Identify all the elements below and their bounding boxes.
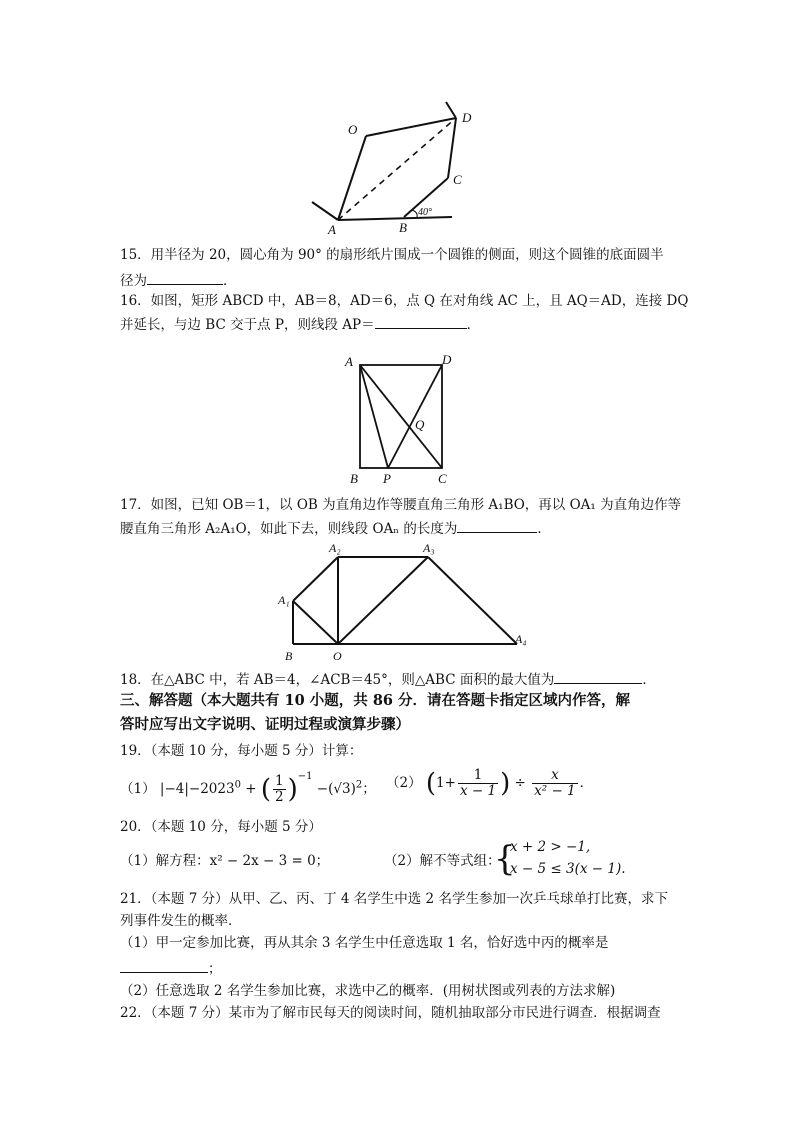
q19-p2-end: ． bbox=[579, 775, 594, 791]
label-p: P bbox=[383, 471, 391, 486]
q18-answer-blank[interactable] bbox=[554, 669, 642, 684]
label-d: D bbox=[442, 352, 452, 367]
q18-prefix: 18．在△ABC 中，若 AB＝4，∠ACB＝45°，则△ABC 面积的最大值为 bbox=[120, 672, 555, 688]
q21-suffix: ； bbox=[208, 961, 222, 977]
q19-p1-num: 1 bbox=[275, 773, 284, 789]
q20-header: 20．（本题 10 分，每小题 5 分） bbox=[120, 819, 322, 835]
q19-p2-fraction1 bbox=[458, 768, 498, 799]
label-q: Q bbox=[415, 417, 425, 432]
q18-suffix: ． bbox=[642, 672, 656, 688]
diagonal-ac bbox=[360, 365, 442, 468]
q19-p1-expr: |−4|−2023 bbox=[159, 781, 235, 797]
q17-prefix: 腰直角三角形 A₂A₁O，如此下去，则线段 OAₙ 的长度为 bbox=[120, 521, 458, 537]
q19-p2-den2: x² − 1 bbox=[534, 783, 576, 799]
q19-p1-label: （1） bbox=[120, 781, 156, 797]
q21-line2: 列事件发生的概率． bbox=[120, 913, 242, 929]
extension-line-d bbox=[446, 102, 456, 118]
side-od bbox=[366, 118, 456, 136]
q19-p2-num2: x bbox=[532, 768, 578, 784]
q16-answer-blank[interactable] bbox=[375, 314, 467, 329]
label-o: O bbox=[333, 649, 342, 663]
q19-part2 bbox=[386, 768, 593, 799]
q19-p1-plus: + bbox=[245, 781, 257, 797]
q19-p2-label: （2） bbox=[386, 775, 422, 791]
label-a: A bbox=[328, 222, 336, 236]
q20-p2-label: （2）解不等式组： bbox=[384, 853, 501, 869]
section3-heading-line2: 答时应写出文字说明、证明过程或演算步骤） bbox=[120, 716, 410, 733]
extension-line-a bbox=[312, 202, 338, 220]
q19-p2-rparen: ) bbox=[500, 768, 511, 799]
q22-line1: 22．（本题 7 分）某市为了解市民每天的阅读时间，随机抽取部分市民进行调查．根据调查 bbox=[120, 1005, 661, 1021]
q19-p1-exp-neg1: −1 bbox=[297, 771, 313, 782]
label-c: C bbox=[453, 172, 462, 187]
q20-ineq1: x + 2 > −1, bbox=[510, 839, 591, 855]
q16-line2 bbox=[120, 314, 680, 334]
label-a2: A₂ bbox=[329, 541, 341, 555]
segment-a1-a2 bbox=[293, 557, 338, 601]
q19-p1-exp0: 0 bbox=[234, 779, 241, 791]
q19-p1-end: ； bbox=[362, 781, 376, 797]
q19-p2-one-plus: 1+ bbox=[436, 775, 456, 791]
q15-line2 bbox=[120, 270, 680, 290]
label-b: B bbox=[285, 649, 293, 663]
q19-p1-exp2: 2 bbox=[355, 779, 363, 791]
q17-line1: 17．如图，已知 OB＝1，以 OB 为直角边作等腰直角三角形 A₁BO，再以 OA₁ 为直角边作等 bbox=[120, 497, 682, 513]
label-a3: A₃ bbox=[423, 541, 435, 555]
label-o: O bbox=[348, 122, 358, 137]
q17-line2 bbox=[120, 518, 680, 538]
side-dc bbox=[448, 118, 456, 178]
label-b: B bbox=[399, 220, 407, 235]
label-c: C bbox=[438, 471, 447, 486]
q20-brace: { bbox=[494, 839, 516, 879]
section3-heading-line1: 三、解答题（本大题共有 10 小题，共 86 分．请在答题卡指定区域内作答，解 bbox=[120, 692, 631, 709]
q21-line5: （2）任意选取 2 名学生参加比赛，求选中乙的概率．(用树状图或列表的方法求解) bbox=[120, 983, 616, 999]
label-a4: A₄ bbox=[515, 632, 527, 646]
q19-p1-tail: −(√3) bbox=[316, 781, 356, 797]
q19-part1 bbox=[120, 768, 376, 805]
q20-part1: （1）解方程：x² − 2x − 3 = 0； bbox=[120, 853, 330, 869]
q16-line1: 16．如图，矩形 ABCD 中，AB＝8，AD＝6，点 Q 在对角线 AC 上，且 AQ＝AD，连接 DQ bbox=[120, 293, 689, 309]
q20-ineq2: x − 5 ≤ 3(x − 1). bbox=[510, 861, 626, 877]
q18-line bbox=[120, 669, 680, 689]
q19-p1-lparen: ( bbox=[260, 774, 271, 805]
q19-p2-fraction2 bbox=[532, 768, 578, 799]
label-a1: A₁ bbox=[278, 593, 290, 607]
q16-suffix: ． bbox=[466, 317, 481, 333]
q19-p1-rparen: ) bbox=[287, 774, 298, 805]
q21-line4 bbox=[120, 958, 680, 978]
label-angle: 40° bbox=[418, 207, 432, 218]
q21-line3: （1）甲一定参加比赛，再从其余 3 名学生中任意选取 1 名，恰好选中丙的概率是 bbox=[120, 935, 609, 951]
label-a: A bbox=[345, 354, 353, 369]
q19-p1-den: 2 bbox=[275, 789, 284, 805]
q21-line1: 21．（本题 7 分）从甲、乙、丙、丁 4 名学生中选 2 名学生参加一次乒乓球单打比赛，求下 bbox=[120, 891, 668, 907]
q19-p2-lparen: ( bbox=[425, 768, 437, 799]
q19-p2-den1: x − 1 bbox=[459, 783, 497, 799]
q19-p2-num1: 1 bbox=[458, 768, 498, 784]
segment-a1-o bbox=[293, 601, 338, 644]
label-b: B bbox=[350, 471, 358, 486]
figure-rectangle bbox=[338, 348, 462, 488]
q21-answer-blank[interactable] bbox=[120, 958, 208, 973]
q19-header: 19．（本题 10 分，每小题 5 分）计算： bbox=[120, 743, 363, 759]
q17-answer-blank[interactable] bbox=[457, 518, 537, 533]
label-d: D bbox=[462, 110, 472, 125]
q15-answer-blank[interactable] bbox=[147, 270, 223, 285]
q19-p2-div: ÷ bbox=[514, 775, 526, 791]
q19-p1-fraction bbox=[273, 774, 286, 805]
segment-a3-a4 bbox=[428, 557, 517, 644]
side-ao bbox=[338, 136, 366, 220]
angle-arc bbox=[412, 210, 417, 217]
q15-line1: 15．用半径为 20，圆心角为 90° 的扇形纸片围成一个圆锥的侧面，则这个圆锥的底面圆半 bbox=[120, 247, 664, 263]
q17-suffix: ． bbox=[537, 521, 551, 537]
base-line bbox=[338, 217, 452, 220]
q16-prefix: 并延长，与边 BC 交于点 P，则线段 AP＝ bbox=[120, 317, 375, 333]
figure-triangle-chain bbox=[275, 540, 535, 664]
q15-prefix: 径为 bbox=[120, 273, 147, 289]
segment-ap bbox=[360, 365, 388, 468]
q15-suffix: ． bbox=[223, 273, 237, 289]
figure-quadrilateral bbox=[300, 98, 490, 236]
q20-part2 bbox=[384, 852, 501, 870]
segment-a3-o bbox=[338, 557, 428, 644]
